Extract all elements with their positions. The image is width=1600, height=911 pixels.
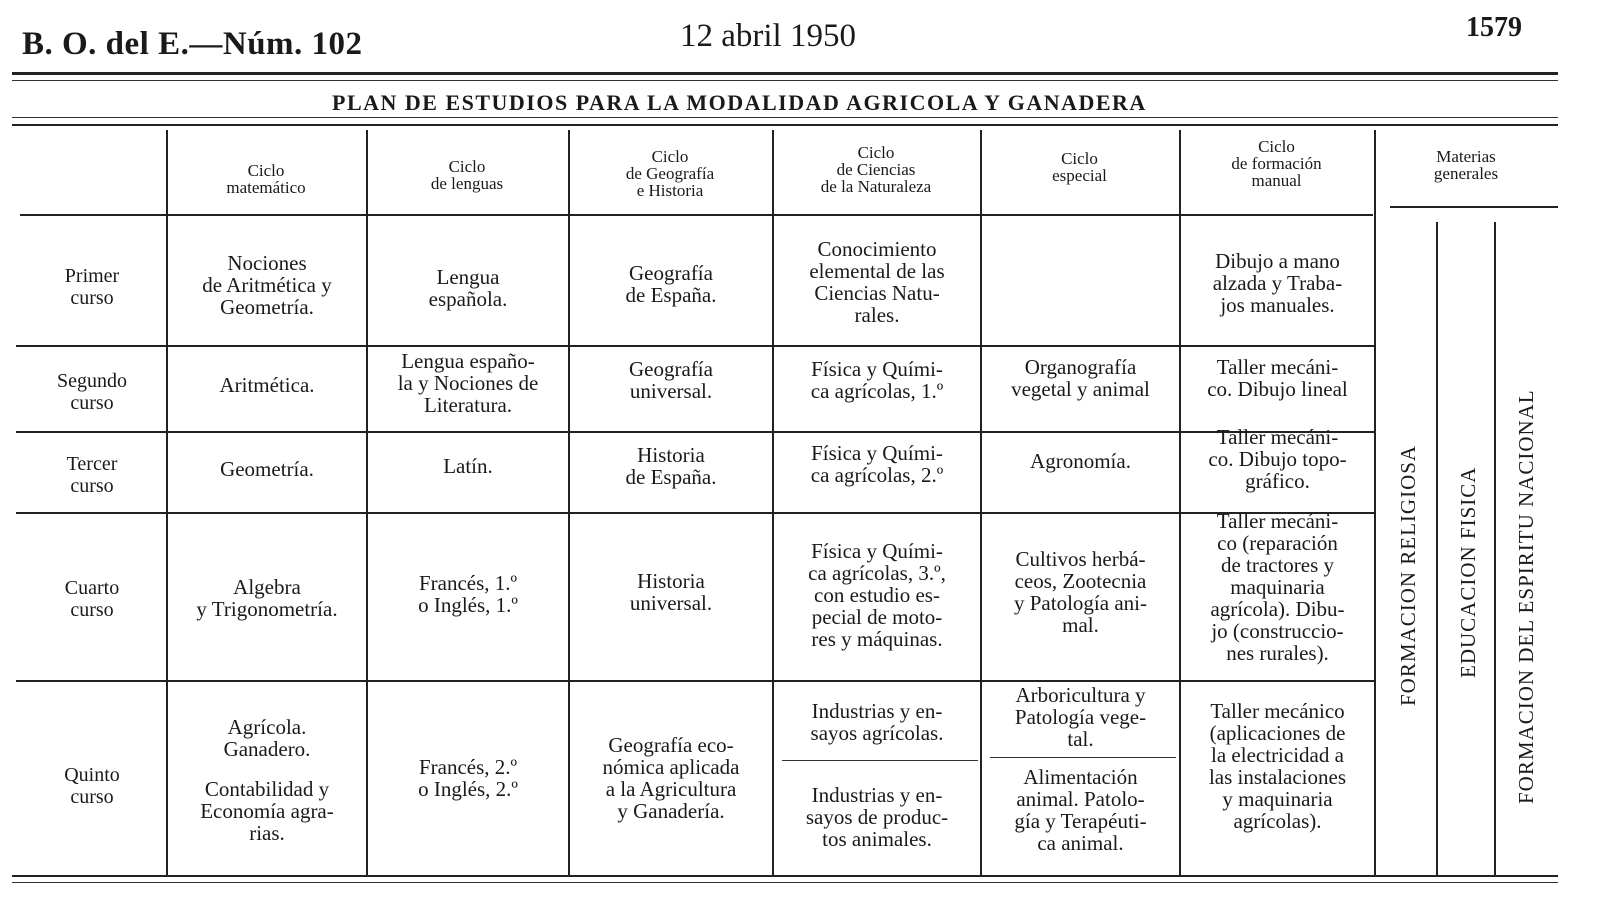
header-manual: Ciclo de formación manual (1231, 137, 1322, 190)
row-label-primer-curso: Primer curso (64, 265, 120, 309)
row-label-tercer-curso: Tercer curso (66, 453, 118, 497)
cell-tercero-lenguas: Latín. (443, 454, 493, 478)
row-label-quinto-curso: Quinto curso (64, 764, 120, 808)
cell-segundo-especial: Organografía vegetal y animal (1011, 355, 1150, 401)
cell-quinto-matematico-a: Agrícola. Ganadero. (223, 715, 311, 761)
cell-primero-lenguas: Lengua española. (428, 265, 508, 311)
cell-primero-manual: Dibujo a mano alzada y Traba- jos manuales. (1212, 249, 1343, 317)
cell-tercero-manual: Taller mecáni- co. Dibujo topo- gráfico. (1208, 425, 1347, 493)
cell-cuarto-manual: Taller mecáni- co (reparación de tractores y maquinaria agrícola). Dibu- jo (construccio- nes rurales). (1210, 509, 1345, 665)
cell-quinto-geografia: Geografía eco- nómica aplicada a la Agricultura y Ganadería. (602, 733, 740, 823)
cell-segundo-lenguas: Lengua españo- la y Nociones de Literatura. (397, 349, 539, 417)
header-ciencias: Ciclo de Ciencias de la Naturaleza (820, 143, 932, 196)
header-especial: Ciclo especial (1052, 149, 1107, 185)
cell-tercero-especial: Agronomía. (1030, 449, 1131, 473)
cell-primero-matematico: Nociones de Aritmética y Geometría. (202, 251, 332, 319)
page-number: 1579 (1466, 12, 1522, 43)
subject-educacion-fisica: EDUCACION FISICA (1456, 466, 1480, 678)
cell-primero-geografia: Geografía de España. (625, 261, 717, 307)
bulletin-issue: B. O. del E.—Núm. 102 (22, 26, 363, 62)
cell-primero-ciencias: Conocimiento elemental de las Ciencias Natu- rales. (809, 237, 945, 327)
cell-cuarto-matematico: Algebra y Trigonometría. (196, 575, 338, 621)
cell-quinto-matematico-b: Contabilidad y Economía agra- rias. (200, 777, 334, 845)
cell-cuarto-ciencias: Física y Quími- ca agrícolas, 3.º, con estudio es- pecial de moto- res y máquinas. (808, 539, 946, 651)
header-generales: Materias generales (1433, 147, 1499, 183)
cell-quinto-especial-b: Alimentación animal. Patolo- gía y Terapéuti- ca animal. (1014, 765, 1147, 855)
header-matematico: Ciclo matemático (226, 161, 306, 197)
cell-segundo-manual: Taller mecáni- co. Dibujo lineal (1207, 355, 1348, 401)
cell-cuarto-especial: Cultivos herbá- ceos, Zootecnia y Patología ani- mal. (1014, 547, 1147, 637)
subject-formacion-religiosa: FORMACION RELIGIOSA (1396, 444, 1420, 706)
cell-quinto-ciencias-a: Industrias y en- sayos agrícolas. (810, 699, 944, 745)
cell-quinto-ciencias-b: Industrias y en- sayos de produc- tos animales. (805, 783, 949, 851)
table-title: PLAN DE ESTUDIOS PARA LA MODALIDAD AGRICOLA Y GANADERA (332, 90, 1147, 115)
row-label-segundo-curso: Segundo curso (57, 370, 127, 414)
cell-cuarto-geografia: Historia universal. (629, 569, 713, 615)
cell-cuarto-lenguas: Francés, 1.º o Inglés, 1.º (418, 571, 518, 617)
cell-segundo-ciencias: Física y Quími- ca agrícolas, 1.º (810, 357, 944, 403)
publication-date: 12 abril 1950 (680, 18, 856, 54)
cell-segundo-matematico: Aritmética. (219, 373, 315, 397)
cell-quinto-lenguas: Francés, 2.º o Inglés, 2.º (418, 755, 518, 801)
cell-segundo-geografia: Geografía universal. (629, 357, 713, 403)
cell-tercero-matematico: Geometría. (220, 457, 314, 481)
row-label-cuarto-curso: Cuarto curso (64, 577, 120, 621)
header-geografia: Ciclo de Geografía e Historia (625, 147, 715, 200)
cell-tercero-geografia: Historia de España. (625, 443, 717, 489)
cell-tercero-ciencias: Física y Quími- ca agrícolas, 2.º (810, 441, 944, 487)
cell-quinto-manual: Taller mecánico (aplicaciones de la electricidad a las instalaciones y maquinaria agrícolas). (1208, 699, 1347, 833)
subject-formacion-espiritu-nacional: FORMACION DEL ESPIRITU NACIONAL (1514, 389, 1538, 804)
header-lenguas: Ciclo de lenguas (430, 157, 504, 193)
cell-quinto-especial-a: Arboricultura y Patología vege- tal. (1014, 683, 1147, 751)
